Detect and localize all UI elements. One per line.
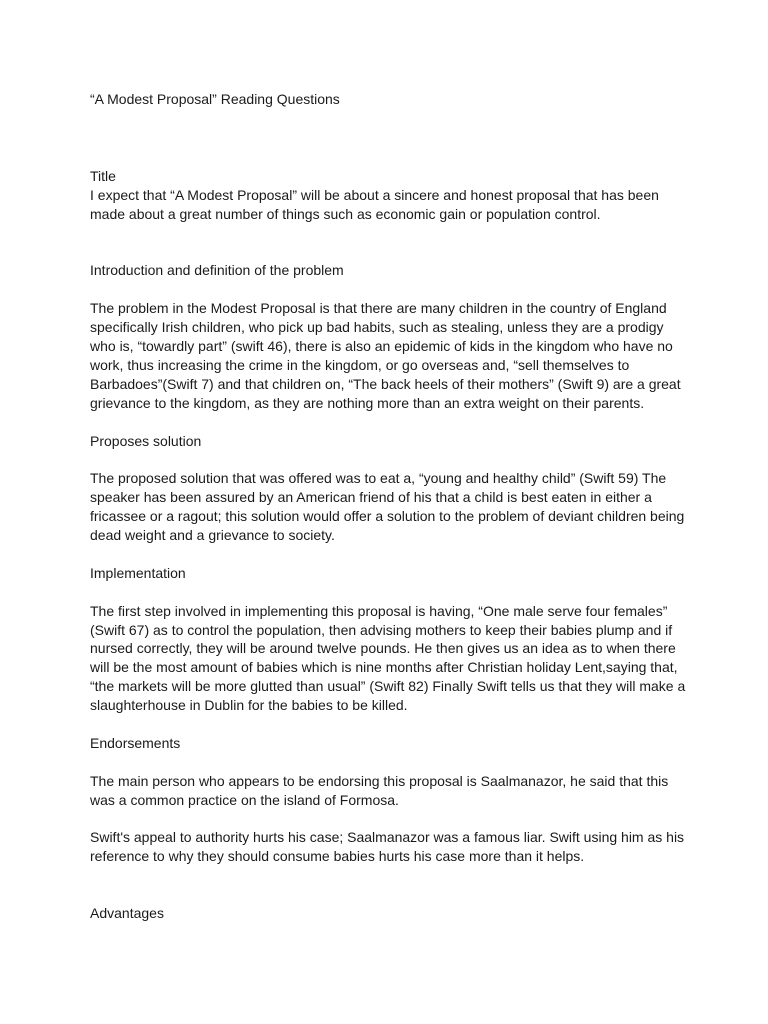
section-heading: Implementation [90, 564, 186, 581]
section-paragraph: The problem in the Modest Proposal is that there are many children in the country of England specifically Irish children, who pick up bad habits, such as stealing, unless they are a prodigy who is, “towardly part” (swift 46), there is also an epidemic of kids in the kingdom who have no work, thus increasing the crime in the kingdom, or go overseas and, “sell themselves to Barbadoes”(Swift 7) and that children on, “The back heels of their mothers” (Swift 9) are a great grievance to the kingdom, as they are nothing more than an extra weight on their parents. [90, 300, 681, 411]
section-title [90, 167, 690, 224]
section-paragraph: The proposed solution that was offered was to eat a, “young and healthy child” (Swift 59) The speaker has been assured by an American friend of his that a child is best eaten in either a fricassee or a ragout; this solution would offer a solution to the problem of deviant children being dead weight and a grievance to society. [90, 470, 685, 544]
section-paragraph: Swift's appeal to authority hurts his case; Saalmanazor was a famous liar. Swift using him as his reference to why they should consume babies hurts his case more than it helps. [90, 829, 685, 865]
section-heading: Title [90, 167, 116, 184]
section-heading: Introduction and definition of the problem [90, 262, 344, 279]
section-endorsements [90, 734, 690, 866]
document-page [90, 90, 690, 923]
section-heading: Endorsements [90, 734, 181, 751]
section-paragraph: I expect that “A Modest Proposal” will be about a sincere and honest proposal that has been made about a great number of things such as economic gain or population control. [90, 186, 659, 222]
section-heading: Proposes solution [90, 432, 202, 449]
section-implementation [90, 564, 690, 715]
document-title: “A Modest Proposal” Reading Questions [90, 91, 340, 107]
section-advantages [90, 904, 690, 923]
section-proposes-solution [90, 432, 690, 545]
section-paragraph: The main person who appears to be endorsing this proposal is Saalmanazor, he said that this was a common practice on the island of Formosa. [90, 772, 669, 808]
section-paragraph: The first step involved in implementing this proposal is having, “One male serve four females” (Swift 67) as to control the population, then advising mothers to keep their babies plump and if nursed correctly, they will be around twelve pounds. He then gives us an idea as to when there will be the most amount of babies which is nine months after Christian holiday Lent,saying that, “the markets will be more glutted than usual” (Swift 82) Finally Swift tells us that they will make a slaughterhouse in Dublin for the babies to be killed. [90, 602, 686, 714]
section-introduction [90, 261, 690, 412]
section-heading: Advantages [90, 905, 164, 922]
